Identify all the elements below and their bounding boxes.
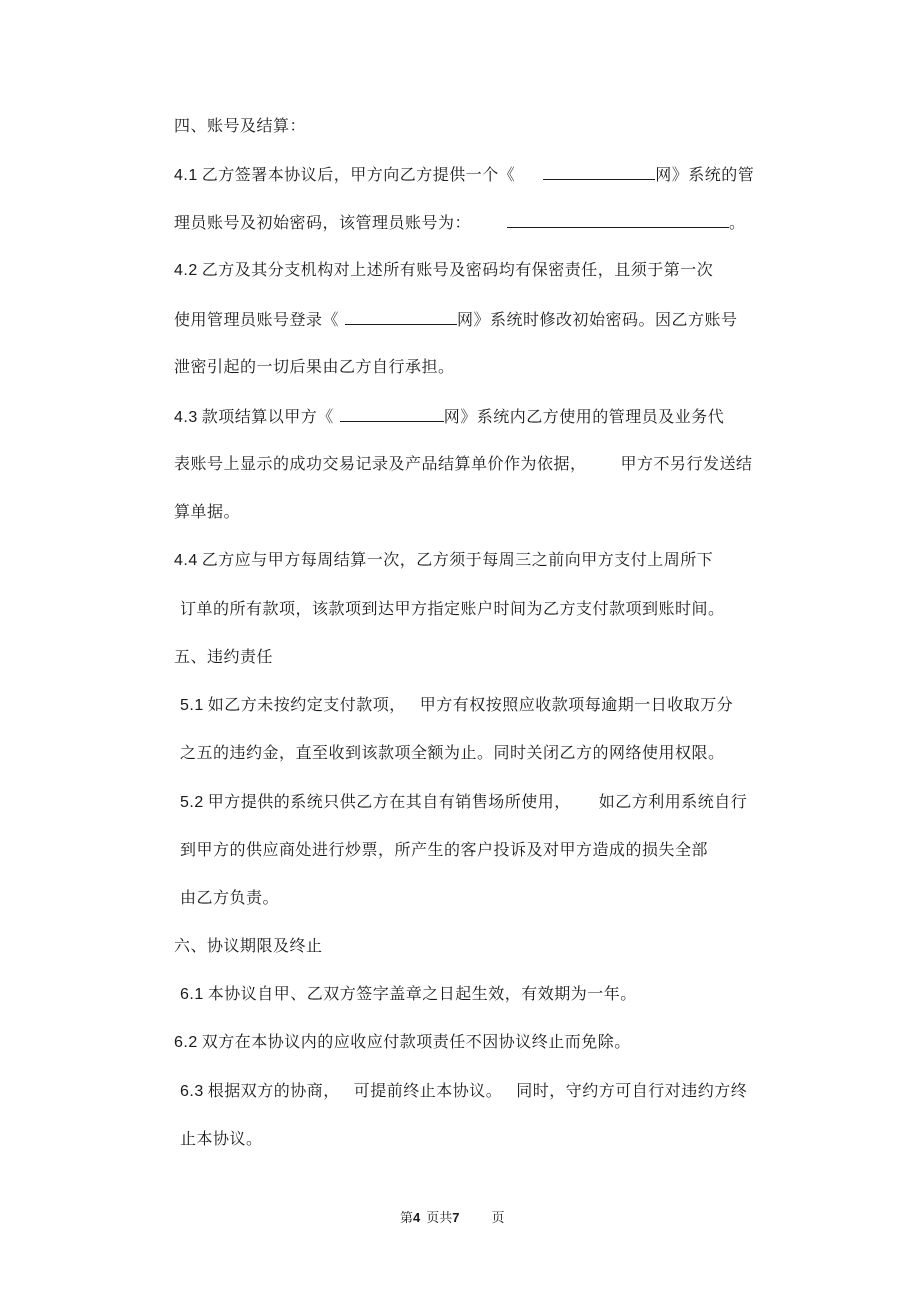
clause-text: 网》系统的管: [655, 165, 755, 184]
clause-number: 5.2: [180, 794, 204, 811]
clause-text: 乙方及其分支机构对上述所有账号及密码均有保密责任，且须于第一次: [201, 260, 714, 279]
clause-text: 表账号上显示的成功交易记录及产品结算单价作为依据，: [174, 454, 587, 473]
clause-text: 款项结算以甲方《: [201, 407, 334, 426]
clause-6-3-line-1: [180, 1081, 747, 1102]
footer-page-number: 4: [413, 1210, 421, 1225]
clause-4-2-line-2: [174, 308, 738, 330]
clause-6-2-line-1: [174, 1032, 631, 1053]
clause-5-2-line-3: 由乙方负责。: [180, 888, 280, 907]
footer-total-pages: 7: [452, 1210, 460, 1225]
clause-6-3-line-2: 止本协议。: [180, 1129, 263, 1148]
section-4-heading: 四、账号及结算：: [174, 116, 307, 135]
clause-4-3-line-1: [174, 405, 724, 428]
clause-number: 4.3: [174, 409, 198, 426]
clause-4-1-line-1: [174, 163, 754, 186]
clause-number: 4.4: [174, 552, 198, 569]
clause-number: 6.3: [180, 1083, 204, 1100]
clause-5-2-line-2: 到甲方的供应商处进行炒票，所产生的客户投诉及对甲方造成的损失全部: [180, 840, 709, 859]
clause-4-2-line-1: [174, 260, 713, 281]
clause-number: 4.2: [174, 262, 198, 279]
clause-text: 甲方不另行发送结: [620, 454, 753, 473]
clause-text: 网》系统时修改初始密码。因乙方账号: [457, 310, 738, 329]
clause-5-1-line-1: [180, 695, 733, 716]
clause-text: 。: [729, 213, 746, 232]
clause-text: 本协议自甲、乙双方签字盖章之日起生效，有效期为一年。: [207, 984, 637, 1003]
clause-text: 如乙方利用系统自行: [598, 792, 748, 811]
clause-4-4-line-1: [174, 550, 713, 571]
blank-system-name: [345, 308, 457, 325]
clause-text: 双方在本协议内的应收应付款项责任不因协议终止而免除。: [201, 1032, 631, 1051]
footer-prefix: 第: [400, 1211, 414, 1226]
clause-text: 使用管理员账号登录《: [174, 310, 340, 329]
clause-number: 6.2: [174, 1034, 198, 1051]
clause-4-4-line-2: 订单的所有款项，该款项到达甲方指定账户时间为乙方支付款项到账时间。: [180, 599, 725, 618]
clause-text: 甲方有权按照应收款项每逾期一日收取万分: [419, 695, 734, 714]
footer-middle: 页共: [426, 1211, 453, 1226]
section-5-heading: 五、违约责任: [174, 647, 274, 666]
clause-text: 乙方签署本协议后，甲方向乙方提供一个《: [201, 165, 516, 184]
clause-4-3-line-3: 算单据。: [174, 502, 241, 521]
clause-text: 网》系统内乙方使用的管理员及业务代: [443, 407, 725, 426]
clause-number: 5.1: [180, 697, 204, 714]
clause-4-2-line-3: 泄密引起的一切后果由乙方自行承担。: [174, 357, 455, 376]
clause-4-3-line-2: [174, 454, 753, 474]
footer-suffix: 页: [491, 1211, 505, 1226]
clause-text: 可提前终止本协议。: [353, 1081, 503, 1100]
clause-text: 同时，守约方可自行对违约方终: [516, 1081, 748, 1100]
clause-5-1-line-2: 之五的违约金，直至收到该款项全额为止。同时关闭乙方的网络使用权限。: [180, 743, 725, 762]
clause-text: 理员账号及初始密码，该管理员账号为：: [174, 213, 472, 232]
blank-admin-account: [507, 211, 729, 228]
clause-4-1-line-2: [174, 211, 746, 233]
clause-number: 6.1: [180, 986, 204, 1003]
clause-text: 甲方提供的系统只供乙方在其自有销售场所使用，: [207, 792, 571, 811]
clause-text: 乙方应与甲方每周结算一次，乙方须于每周三之前向甲方支付上周所下: [201, 550, 714, 569]
clause-5-2-line-1: [180, 792, 747, 813]
blank-system-name: [340, 405, 444, 422]
clause-text: 根据双方的协商，: [207, 1081, 340, 1100]
section-6-heading: 六、协议期限及终止: [174, 936, 323, 955]
clause-number: 4.1: [174, 167, 198, 184]
page-footer: [400, 1210, 505, 1227]
clause-6-1-line-1: [180, 984, 637, 1005]
blank-system-name: [543, 163, 655, 180]
clause-text: 如乙方未按约定支付款项，: [207, 695, 406, 714]
